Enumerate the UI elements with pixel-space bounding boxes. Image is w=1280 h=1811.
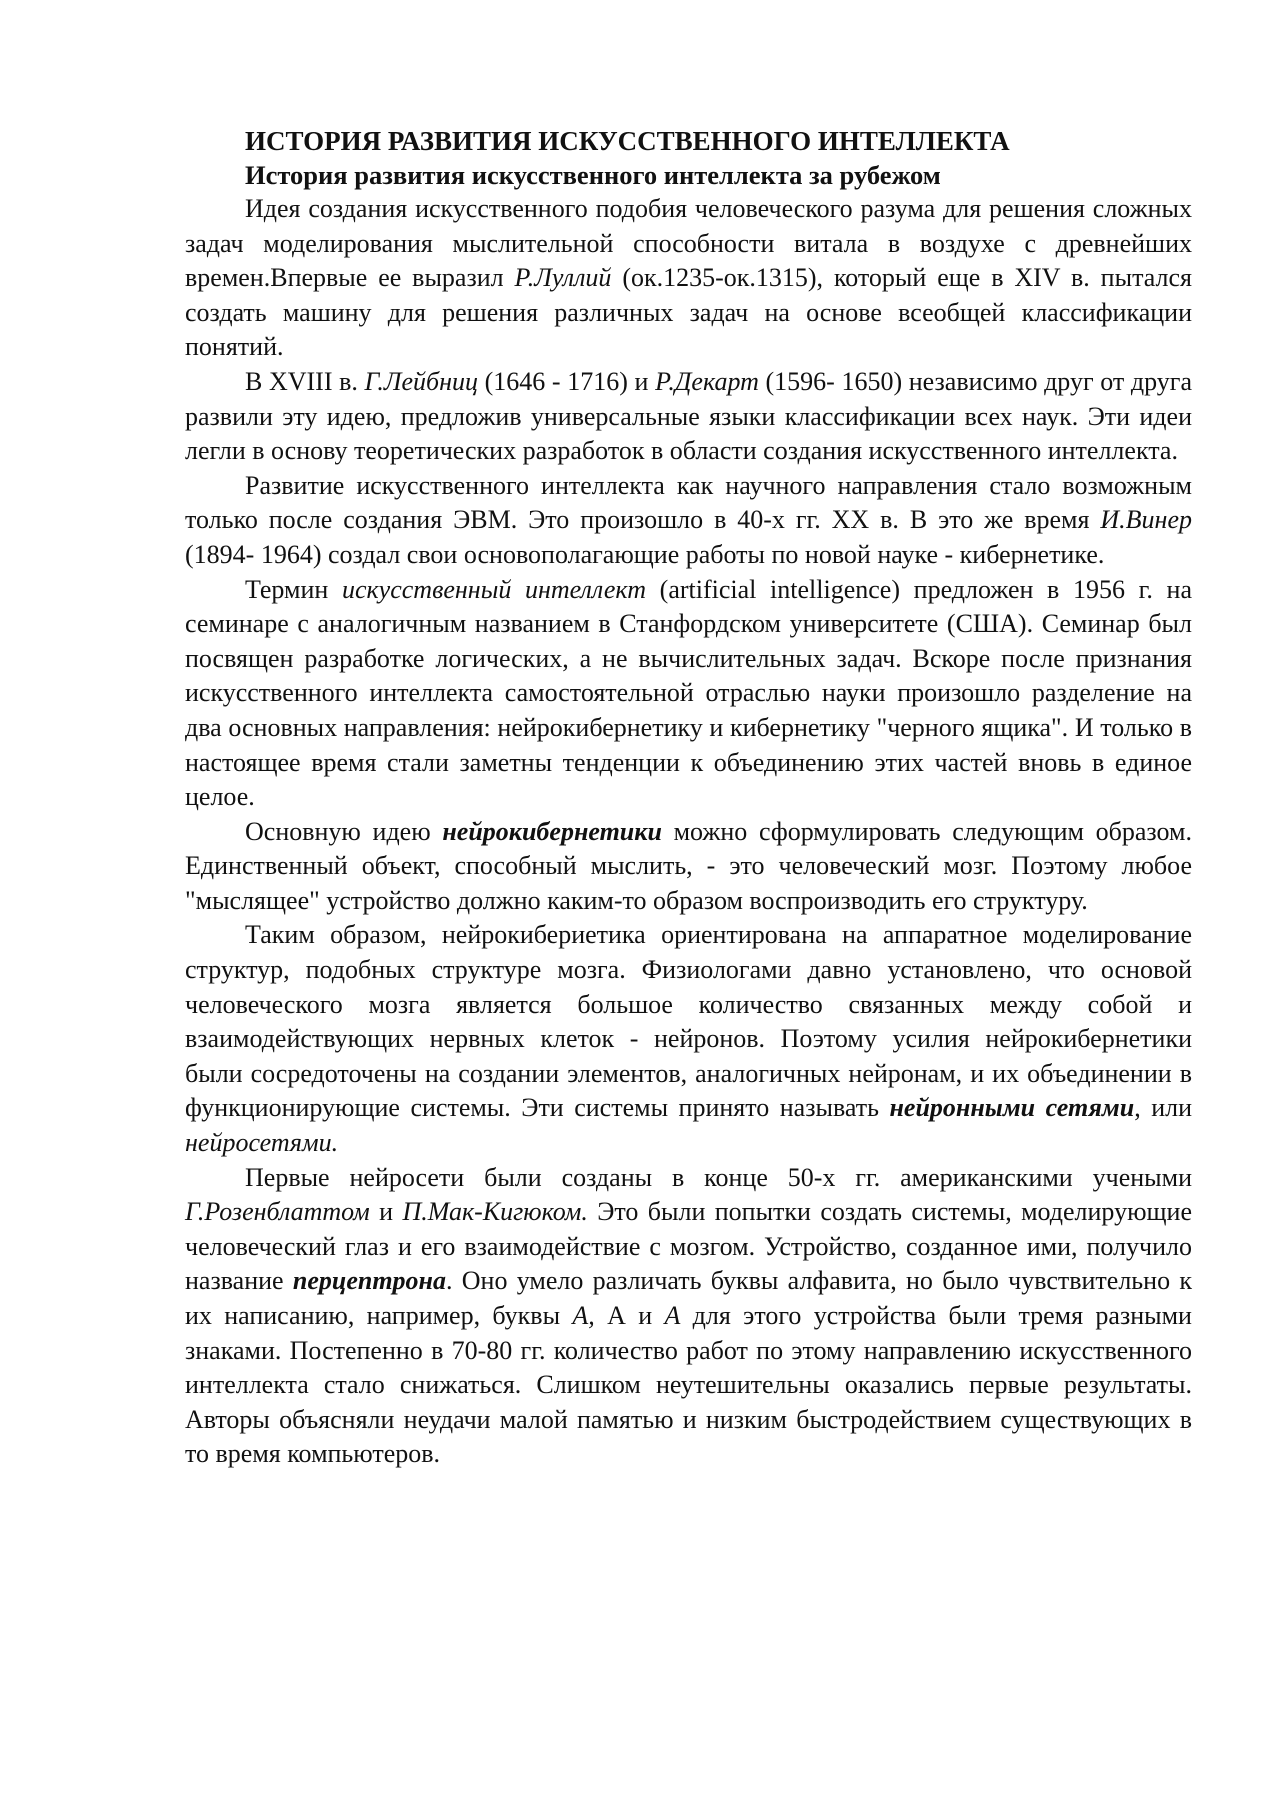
text-run: , или [1134,1093,1192,1123]
italic-term: нейросетями. [185,1128,339,1158]
text-run: (1894- 1964) создал свои основополагающие работы по новой науке - кибернетике. [185,539,1105,569]
text-run: (1596- 1650) независимо друг от друга развили эту идею, предложив универсальные языки классификации всех наук. Эти идеи легли в основу теоретических разработок в области создания искусственного интеллекта. [185,366,1192,466]
text-run: Первые нейросети были созданы в конце 50-х гг. американскими учеными [245,1162,1192,1192]
text-run: (1646 - 1716) и [478,366,656,396]
bold-italic-term: нейрокибернетики [442,816,662,846]
text-run: для этого устройства были тремя разными знаками. Постепенно в 70-80 гг. количество работ по этому направлению искусственного интеллекта стало снижаться. Слишком неутешительны оказались первые результаты. Авторы объясняли неудачи малой памятью и низким быстродействием существующих в то время компьютеров. [185,1301,1192,1469]
paragraph [185,573,1192,815]
italic-term: А [664,1301,681,1330]
paragraph [185,469,1192,573]
text-run: Развитие искусственного интеллекта как научного направления стало возможным только после создания ЭВМ. Это произошло в 40-х гг. XX в. В это же время [185,470,1192,535]
paragraph [185,1161,1192,1472]
document-body [185,192,1192,1472]
section-heading: История развития искусственного интеллекта за рубежом [245,160,941,190]
text-run: Это были попытки создать системы, моделирующие человеческий глаз и его взаимодействие с мозгом. Устройство, созданное ими, получило название [185,1197,1192,1296]
italic-term: Г.Розенблаттом [185,1197,370,1227]
text-run: А и [594,1301,665,1330]
bold-italic-term: нейронными сетями [889,1093,1135,1123]
text-run: Основную идею [245,816,443,846]
text-run: можно сформулировать следующим образом. Единственный объект, способный мыслить, - это человеческий мозг. Поэтому любое "мыслящее" устройство должно каким-то образом воспроизводить его структуру. [185,816,1193,915]
italic-term: искусственный интеллект [341,574,647,604]
italic-term: П.Мак-Кигюком. [402,1197,588,1227]
paragraph [185,815,1192,919]
text-run: Термин [245,574,342,604]
paragraph [185,192,1192,365]
text-run: В XVIII в. [245,366,365,396]
paragraph [185,365,1192,469]
paragraph [185,918,1192,1160]
text-run: Идея создания искусственного подобия человеческого разума для решения сложных задач моделирования мыслительной способности витала в воздухе с древнейших времен.Впервые ее выразил [185,194,1192,293]
italic-term: Р.Декарт [655,366,759,396]
bold-italic-term: перцептрона [292,1266,446,1296]
text-run: Таким образом, нейрокибериетика ориентирована на аппаратное моделирование структур, подобных структуре мозга. Физиологами давно установлено, что основой человеческого мозга является большое количество связанных между собой и взаимодействующих нервных клеток - нейронов. Поэтому усилия нейрокибернетики были сосредоточены на создании элементов, аналогичных нейронам, и их объединении в функционирующие системы. Эти системы принято называть [185,920,1192,1123]
italic-term: Р.Луллий [514,263,612,293]
text-run: (artificial intelligence) предложен в 1956 г. на семинаре с аналогичным названием в Станфордском университете (США). Семинар был посвящен разработке логических, а не вычислительных задач. Вскоре после признания искусственного интеллекта самостоятельной отраслью науки произошло разделение на два основных направления: нейрокибернетику и кибернетику "черного ящика". И только в настоящее время стали заметны тенденции к объединению этих частей вновь в единое целое. [185,574,1192,812]
italic-term: И.Винер [1100,505,1192,535]
italic-term: Г.Лейбниц [364,366,479,396]
text-run: . Оно умело различать буквы алфавита, но было чувствительно к их написанию, например, буквы [185,1266,1192,1330]
text-run: (ок.1235-ок.1315), который еще в XIV в. пытался создать машину для решения различных задач на основе всеобщей классификации понятий. [185,263,1192,362]
document-title: ИСТОРИЯ РАЗВИТИЯ ИСКУССТВЕННОГО ИНТЕЛЛЕКТА [245,126,1010,156]
italic-term: А, [572,1301,595,1330]
text-run: и [369,1197,403,1227]
